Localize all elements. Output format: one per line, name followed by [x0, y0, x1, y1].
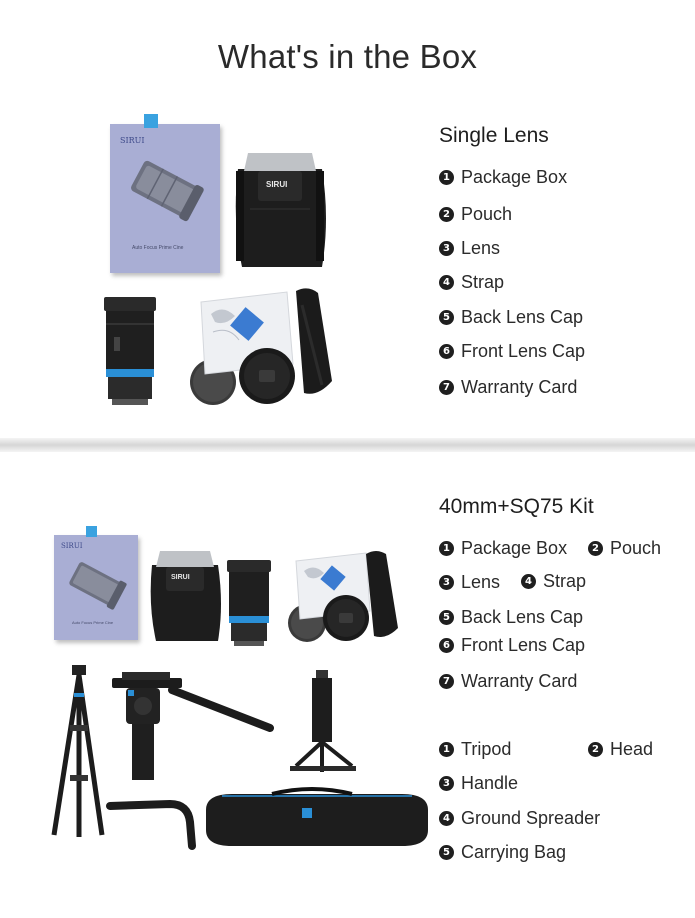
item-number: 6	[439, 344, 454, 359]
carrying-bag-image	[202, 790, 432, 850]
item-label: Strap	[461, 272, 505, 292]
item-label: Pouch	[610, 538, 662, 558]
kit-package-box-image	[54, 535, 138, 640]
list-item	[439, 341, 585, 362]
item-number: 1	[439, 742, 454, 757]
list-item	[588, 538, 661, 559]
item-label: Ground Spreader	[461, 808, 601, 828]
box-brand: SIRUI	[120, 136, 145, 145]
single-lens-title: Single Lens	[439, 124, 549, 147]
list-item	[439, 538, 567, 559]
list-item	[439, 572, 500, 593]
item-number: 5	[439, 310, 454, 325]
box-brand: SIRUI	[61, 542, 83, 550]
list-item	[439, 167, 567, 188]
video-head-image	[112, 672, 272, 782]
kit-lens-image	[224, 560, 274, 648]
item-number: 4	[439, 275, 454, 290]
list-item	[439, 204, 512, 225]
item-number: 3	[439, 241, 454, 256]
list-item	[439, 808, 600, 829]
item-number: 7	[439, 380, 454, 395]
item-label: Head	[610, 739, 654, 759]
pouch-brand: SIRUI	[266, 180, 288, 189]
item-label: Front Lens Cap	[461, 341, 586, 361]
item-number: 3	[439, 776, 454, 791]
item-label: Strap	[543, 571, 587, 591]
item-number: 2	[439, 207, 454, 222]
box-caption: Auto Focus Prime Cine	[72, 620, 114, 625]
tripod-image	[44, 665, 114, 845]
list-item	[439, 377, 577, 398]
item-label: Warranty Card	[461, 671, 578, 691]
kit-pouch-image	[146, 549, 224, 645]
item-number: 3	[439, 575, 454, 590]
list-item	[439, 773, 518, 794]
item-label: Package Box	[461, 538, 568, 558]
list-item	[439, 238, 500, 259]
item-number: 5	[439, 845, 454, 860]
list-item	[439, 635, 585, 656]
item-label: Back Lens Cap	[461, 607, 584, 627]
item-number: 5	[439, 610, 454, 625]
list-item	[439, 671, 577, 692]
item-number: 2	[588, 541, 603, 556]
list-item	[588, 739, 653, 760]
item-label: Pouch	[461, 204, 513, 224]
list-item	[521, 571, 586, 592]
item-label: Lens	[461, 238, 501, 258]
kit-strap-image	[360, 548, 404, 644]
item-number: 1	[439, 541, 454, 556]
item-label: Tripod	[461, 739, 512, 759]
list-item	[439, 739, 511, 760]
package-box-image	[110, 124, 220, 273]
item-label: Handle	[461, 773, 519, 793]
kit-pouch-brand: SIRUI	[171, 574, 190, 581]
handle-image	[108, 798, 198, 848]
list-item	[439, 272, 504, 293]
strap-image	[288, 285, 338, 405]
section-divider	[0, 438, 695, 452]
lens-image	[100, 297, 160, 407]
pouch-image	[230, 149, 330, 274]
item-number: 6	[439, 638, 454, 653]
item-label: Package Box	[461, 167, 568, 187]
list-item	[439, 607, 583, 628]
ground-spreader-image	[290, 670, 360, 780]
item-label: Lens	[461, 572, 501, 592]
item-label: Warranty Card	[461, 377, 578, 397]
item-number: 2	[588, 742, 603, 757]
list-item	[439, 842, 566, 863]
box-caption: Auto Focus Prime Cine	[132, 245, 184, 251]
item-number: 1	[439, 170, 454, 185]
item-number: 7	[439, 674, 454, 689]
kit-title: 40mm+SQ75 Kit	[439, 495, 594, 518]
item-number: 4	[439, 811, 454, 826]
item-label: Carrying Bag	[461, 842, 567, 862]
item-label: Back Lens Cap	[461, 307, 584, 327]
page-title: What's in the Box	[217, 38, 478, 75]
item-label: Front Lens Cap	[461, 635, 586, 655]
item-number: 4	[521, 574, 536, 589]
list-item	[439, 307, 583, 328]
